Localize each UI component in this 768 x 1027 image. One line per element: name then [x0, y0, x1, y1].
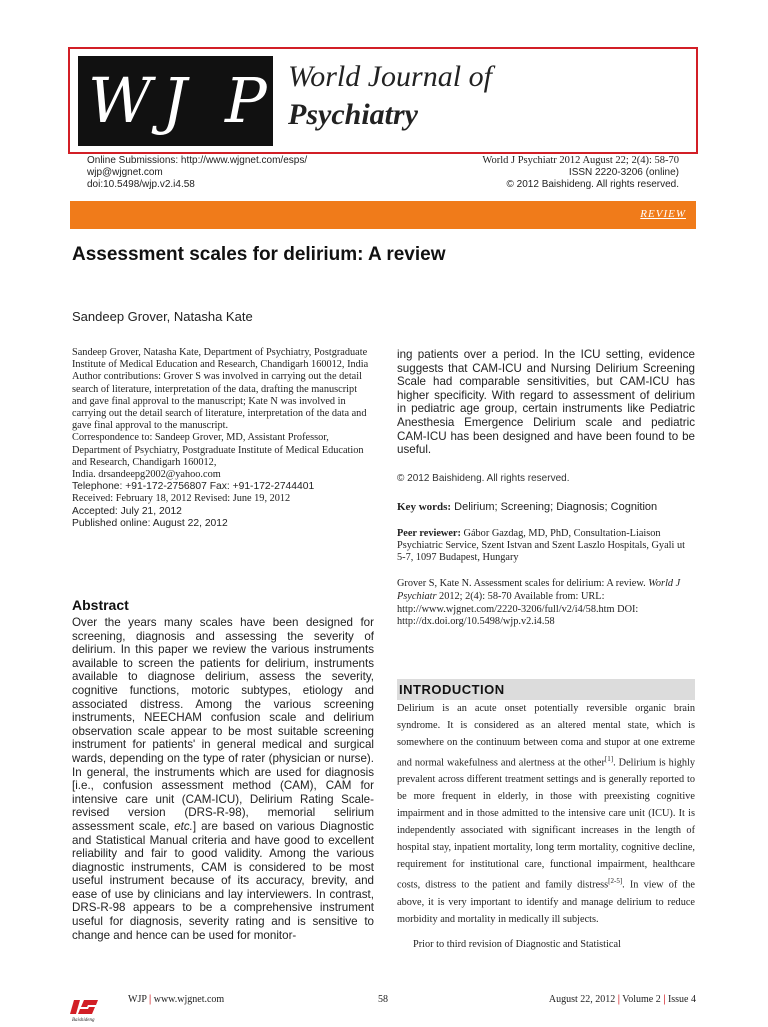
section-bar	[70, 201, 696, 229]
author-contributions: Author contributions: Grover S was involved in carrying out the detail search of literature, interpretation of the data, drafting the manuscript and gave final approval to the manuscript; Kate N was involved in carrying out the detail search of literature, interpretation of the data and gave final approval to the manuscript.	[72, 371, 367, 432]
journal-name-line1: World Journal of	[288, 60, 492, 93]
peer-text: Gábor Gazdag, MD, PhD, Consultation-Liaison Psychiatric Service, Szent Istvan and Szent Laszlo Hospitals, Gyali ut 5-7, 1097 Budapest, Hungary	[397, 528, 685, 564]
abstract-heading: Abstract	[72, 597, 129, 613]
footer-date: August 22, 2012	[548, 994, 616, 1005]
footer-volume: Volume 2	[622, 994, 661, 1005]
published-date: Published online: August 22, 2012	[72, 517, 228, 529]
intro-heading: INTRODUCTION	[399, 682, 505, 697]
accepted-date: Accepted: July 21, 2012	[72, 505, 182, 517]
affiliation-text: Sandeep Grover, Natasha Kate, Department of Psychiatry, Postgraduate Institute of Medical Education and Research, Chandigarh 160012, India	[72, 347, 369, 371]
peer-reviewer	[397, 528, 695, 565]
footer-issue: Issue 4	[667, 994, 696, 1005]
keywords	[397, 501, 695, 513]
cite-journal: World J Psychiatr	[397, 578, 681, 602]
received-revised: Received: February 18, 2012 Revised: June 19, 2012	[72, 493, 291, 505]
keywords-label: Key words:	[397, 501, 452, 513]
intro-ref-1[interactable]: [1]	[604, 755, 614, 763]
logo-letter-w: W	[88, 64, 152, 137]
how-to-cite	[397, 578, 695, 629]
publisher-logo-text: Baishideng	[72, 1018, 95, 1022]
cite-part1: Grover S, Kate N. Assessment scales for delirium: A review.	[397, 578, 646, 589]
article-authors: Sandeep Grover, Natasha Kate	[72, 309, 253, 324]
footer-separator: |	[663, 994, 666, 1005]
publisher-logo-icon	[70, 998, 106, 1022]
affiliation-block	[72, 347, 374, 530]
intro-part3: . In view of the above, it is very important to identify and manage delirium to reduce morbidity and mortality in medically ill subjects.	[397, 879, 695, 925]
copyright-notice: © 2012 Baishideng. All rights reserved.	[397, 473, 570, 484]
intro-heading-bar	[397, 679, 695, 700]
citation-line: World J Psychiatr 2012 August 22; 2(4): 58-70	[482, 155, 679, 166]
correspondence-email[interactable]: India. drsandeepg2002@yahoo.com	[72, 469, 221, 481]
footer-right	[549, 994, 696, 1005]
journal-email[interactable]: wjp@wjgnet.com	[87, 167, 163, 178]
footer-left	[128, 994, 224, 1005]
cite-part2[interactable]: 2012; 2(4): 58-70 Available from: URL: http://www.wjgnet.com/2220-3206/full/v2/i4/58.htm DOI: http://dx.doi.org/10.5498/wjp.v2.i4.58	[397, 590, 639, 628]
footer-site[interactable]: www.wjgnet.com	[153, 994, 225, 1005]
intro-ref-2[interactable]: [2-5]	[608, 877, 623, 886]
abstract-part1: Over the years many scales have been designed for screening, diagnosis and assessing the severity of delirium. In this paper we review the various instruments available to screen the patients for delirium, instruments available to diagnose delirium, assess the severity, cognitive functions, motoric subtypes, etiology and associated distress. Among the various screening instruments, NEECHAM confusion scale and delirium observation scale appear to be most suitable screening instrument for patients' in general medical and surgical wards, depending on the type of rater (physician or nurse). In general, the instruments which are used for diagnosis [i.e., confusion assessment method (CAM), CAM for intensive care unit (CAM-ICU), Delirium Rating Scale-revised version (DRS-R-98), memorial selirium assessment scale,	[72, 616, 374, 833]
intro-part1: Delirium is an acute onset potentially reversible organic brain syndrome. It is considered as an altered mental state, which is somewhere on the continuum between coma and stupor at one extreme and normal wakefulness and alertness at the other	[397, 703, 695, 769]
abstract-etc: etc.	[174, 819, 193, 833]
page-number: 58	[378, 994, 388, 1005]
abstract-part2: ] are based on various Diagnostic and Statistical Manual criteria and have good to excellent reliability and fair to good validity. Among the various diagnostic instruments, CAM is considered to be most useful instrument because of its accuracy, brevity, and ease of use by clinicians and lay interviewers. In contrast, DRS-R-98 appears to be a comprehensive instrument useful for diagnosis, severity rating and is sensitive to change and hence can be used for monitor-	[72, 819, 374, 942]
footer-journal: WJP	[128, 994, 147, 1005]
logo-letter-j: J	[162, 64, 187, 137]
copyright-header: © 2012 Baishideng. All rights reserved.	[506, 179, 679, 190]
footer-separator: |	[617, 994, 620, 1005]
telephone-fax: Telephone: +91-172-2756807 Fax: +91-172-2744401	[72, 481, 315, 493]
intro-paragraph-2: Prior to third revision of Diagnostic and Statistical	[413, 939, 621, 950]
abstract-text	[72, 616, 374, 942]
intro-part2: . Delirium is highly prevalent across different treatment settings and is generally reported to be more frequent in elderly, in those with preexisting cognitive impairment and in those admitted to the intensive care unit (ICU). It is independently associated with significant increases in the length of hospital stay, inpatient mortality, long term mortality, cognitive decline, requirement for institutional care, functional impairment, healthcare costs, distress to the patient and family distress	[397, 757, 695, 891]
issn-line: ISSN 2220-3206 (online)	[568, 167, 679, 178]
publisher-logo	[70, 998, 106, 1022]
correspondence: Correspondence to: Sandeep Grover, MD, Assistant Professor, Department of Psychiatry, Postgraduate Institute of Medical Education and Research, Chandigarh 160012,	[72, 432, 364, 468]
abstract-continued: ing patients over a period. In the ICU setting, evidence suggests that CAM-ICU and Nursing Delirium Screening Scale had comparable sensitivities, but CAM-ICU has higher specificity. With regard to assessment of delirium in pediatric age group, certain instruments like Pediatric Anesthesia Emergence Delirium scale and pediatric CAM-ICU has been designed and have been found to be useful.	[397, 348, 695, 457]
journal-logo	[78, 56, 273, 146]
doi-line: doi:10.5498/wjp.v2.i4.58	[87, 179, 195, 190]
peer-label: Peer reviewer:	[397, 528, 461, 539]
section-tag: REVIEW	[640, 208, 686, 220]
keywords-values: Delirium; Screening; Diagnosis; Cognition	[454, 501, 658, 513]
intro-paragraph	[397, 700, 695, 928]
logo-letter-p: P	[225, 64, 267, 137]
submission-url[interactable]: Online Submissions: http://www.wjgnet.com/esps/	[87, 155, 308, 166]
journal-name-line2: Psychiatry	[288, 98, 418, 131]
article-title: Assessment scales for delirium: A review	[72, 244, 446, 265]
footer-separator: |	[149, 994, 152, 1005]
